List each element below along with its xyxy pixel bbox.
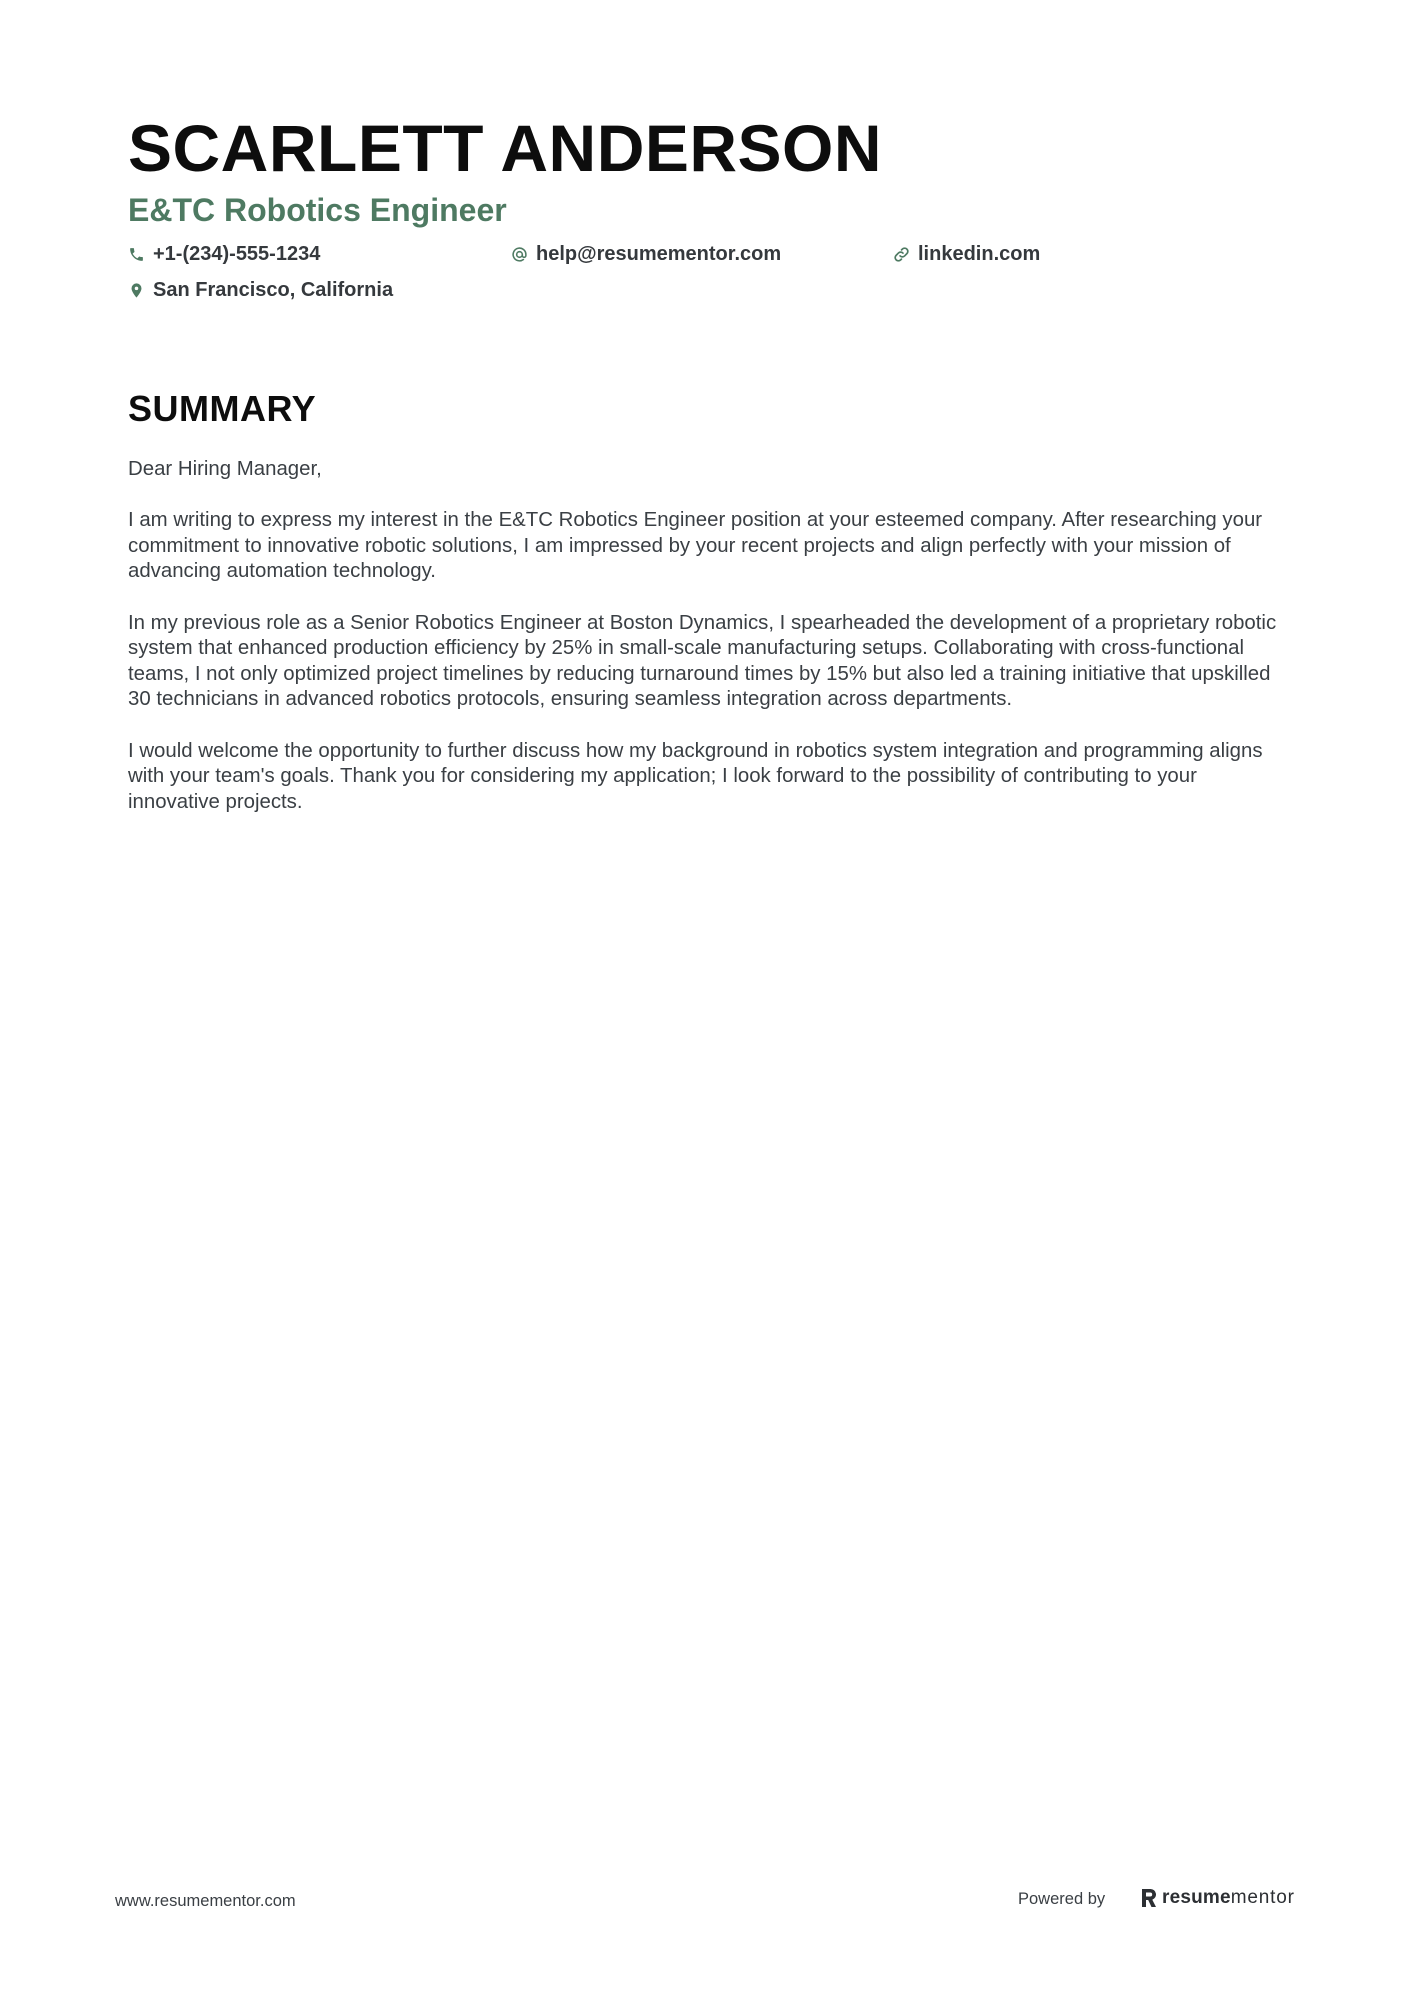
phone-text: +1-(234)-555-1234	[153, 242, 321, 265]
candidate-name: SCARLETT ANDERSON	[128, 111, 883, 185]
map-pin-icon	[128, 282, 145, 299]
summary-body	[128, 457, 1288, 841]
powered-by-label: Powered by	[1018, 1890, 1106, 1908]
salutation: Dear Hiring Manager,	[128, 458, 322, 480]
location-text: San Francisco, California	[153, 278, 394, 301]
link-icon	[893, 246, 910, 263]
brand-name-bold: resume	[1162, 1887, 1231, 1908]
brand-name-light: mentor	[1230, 1887, 1295, 1908]
footer-url[interactable]: www.resumementor.com	[115, 1892, 296, 1910]
paragraph-closing: I would welcome the opportunity to further discuss how my background in robotics system integration and programming aligns with your team's goals. Thank you for considering my application; I look forward to the possibility of contributing to your innovative projects.	[128, 739, 1263, 813]
contact-location	[128, 276, 393, 304]
brand-mark-icon	[1141, 1888, 1157, 1908]
brand-logo[interactable]	[1141, 1884, 1295, 1912]
contact-phone	[128, 240, 320, 268]
paragraph-intro: I am writing to express my interest in the E&TC Robotics Engineer position at your esteemed company. After researching your commitment to innovative robotic solutions, I am impressed by your recent projects and align perfectly with your mission of advancing automation technology.	[128, 509, 1263, 583]
contact-email[interactable]	[511, 240, 781, 268]
contact-linkedin[interactable]	[893, 240, 1040, 268]
at-icon	[511, 246, 528, 263]
linkedin-link[interactable]: linkedin.com	[918, 242, 1041, 265]
summary-heading: SUMMARY	[128, 388, 317, 429]
job-title: E&TC Robotics Engineer	[128, 192, 507, 228]
paragraph-experience: In my previous role as a Senior Robotics Engineer at Boston Dynamics, I spearheaded the development of a proprietary robotic system that enhanced production efficiency by 25% in small-scale manufacturing setups. Collaborating with cross-functional teams, I not only optimized project timelines by reducing turnaround times by 15% but also led a training initiative that upskilled 30 technicians in advanced robotics protocols, ensuring seamless integration across departments.	[128, 611, 1277, 711]
email-link[interactable]: help@resumementor.com	[536, 242, 782, 265]
phone-icon	[128, 246, 145, 263]
